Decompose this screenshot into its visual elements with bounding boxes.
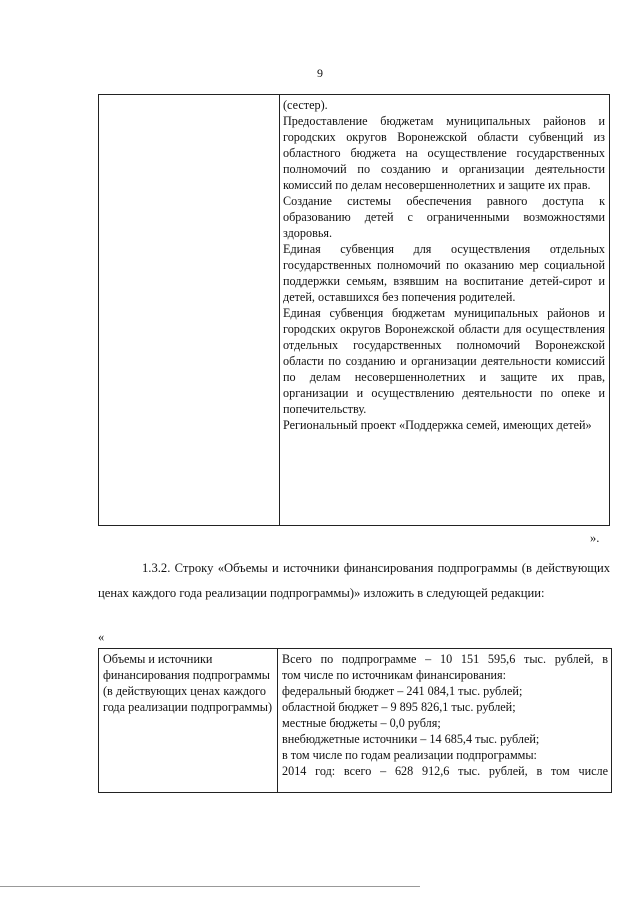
financing-line: областной бюджет – 9 895 826,1 тыс. рублей;: [282, 700, 516, 714]
table-text-paragraph: Предоставление бюджетам муниципальных районов и городских округов Воронежской области субвенций из областного бюджета на осуществление государственных полномочий по созданию и организации деятельности комиссий по делам несовершеннолетних и защите их прав.: [283, 114, 605, 192]
page-number: 9: [317, 66, 323, 80]
opening-quote: «: [98, 630, 105, 644]
table-text-paragraph: Региональный проект «Поддержка семей, имеющих детей»: [283, 418, 592, 432]
table-text-paragraph: Единая субвенция для осуществления отдельных государственных полномочий по оказанию мер социальной поддержки семьям, взявшим на воспитание детей-сирот и детей, оставшихся без попечения родителей.: [283, 242, 605, 304]
table-text-paragraph: Единая субвенция бюджетам муниципальных районов и городских округов Воронежской области для осуществления отдельных государственных полномочий Воронежской области по созданию и организации деятельности комиссий по делам несовершеннолетних и защите их прав, организации и осуществлению деятельности по опеке и попечительству.: [283, 306, 605, 416]
financing-line: местные бюджеты – 0,0 рубля;: [282, 716, 441, 730]
financing-label-cell: Объемы и источники финансирования подпрограммы (в действующих ценах каждого года реализации подпрограммы): [99, 649, 278, 792]
financing-line: 2014 год: всего – 628 912,6 тыс. рублей, в том числе: [282, 764, 608, 778]
financing-line: внебюджетные источники – 14 685,4 тыс. рублей;: [282, 732, 540, 746]
financing-line: в том числе по годам реализации подпрограммы:: [282, 748, 537, 762]
amendment-paragraph: [98, 556, 610, 605]
closing-quote: ».: [590, 531, 600, 545]
table-left-column: [99, 95, 280, 525]
table-text-paragraph: Создание системы обеспечения равного доступа к образованию детей с ограниченными возможностями здоровья.: [283, 194, 605, 240]
financing-line: федеральный бюджет – 241 084,1 тыс. рублей;: [282, 684, 523, 698]
amendment-paragraph-text: 1.3.2. Строку «Объемы и источники финансирования подпрограммы (в действующих ценах каждого года реализации подпрограммы)» изложить в следующей редакции:: [98, 561, 610, 600]
table-text-paragraph: (сестер).: [283, 98, 328, 112]
financing-table: [98, 648, 612, 793]
financing-value-cell: [282, 651, 608, 779]
table-right-column: [283, 97, 605, 433]
financing-line: Всего по подпрограмме – 10 151 595,6 тыс. рублей, в: [282, 652, 608, 666]
financing-line: том числе по источникам финансирования:: [282, 668, 507, 682]
footer-divider: [0, 886, 420, 887]
subprogram-table-continuation: [98, 94, 610, 526]
